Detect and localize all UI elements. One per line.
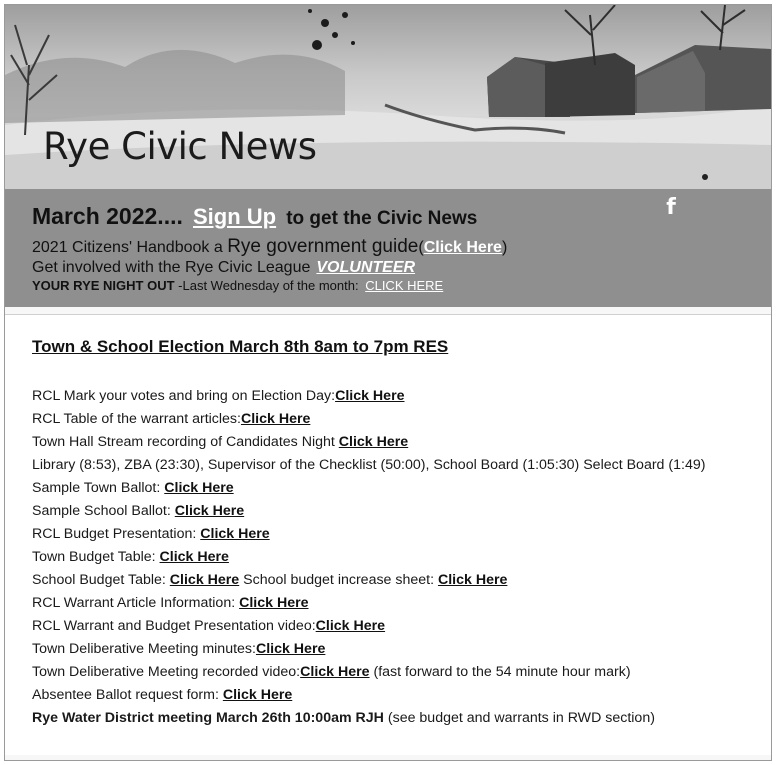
facebook-icon[interactable]: f [666, 195, 676, 220]
signup-tail: to get the Civic News [286, 208, 478, 229]
header-photo [5, 5, 771, 189]
election-link-list [32, 385, 732, 730]
signup-line [32, 203, 477, 230]
issue-date: March 2022.... [32, 203, 183, 229]
click-here-link[interactable]: Click Here [315, 618, 386, 634]
click-here-link[interactable]: Click Here [169, 572, 240, 588]
list-item: Rye Water District meeting March 26th 10:00am RJH (see budget and warrants in RWD section) [32, 710, 655, 726]
click-here-link[interactable]: Click Here [239, 595, 309, 611]
list-item: RCL Warrant and Budget Presentation video:Click Here [32, 618, 386, 634]
newsletter-frame [4, 4, 772, 761]
list-item: RCL Mark your votes and bring on Election Day:Click Here [32, 388, 405, 404]
newsletter-title: Rye Civic News [43, 125, 317, 168]
list-item: Town Deliberative Meeting minutes:Click Here [32, 641, 326, 657]
list-item: RCL Budget Presentation: Click Here [32, 526, 270, 542]
handbook-text: 2021 Citizens' Handbook a [32, 239, 223, 256]
handbook-link[interactable]: Click Here [423, 239, 502, 256]
click-here-link[interactable]: Click Here [335, 388, 405, 404]
click-here-link[interactable]: Click Here [300, 664, 370, 680]
night-out-line [32, 278, 443, 293]
list-item: Town Hall Stream recording of Candidates Night Click Here [32, 434, 409, 450]
handbook-line [32, 236, 507, 258]
list-item: Sample School Ballot: Click Here [32, 503, 245, 519]
click-here-link[interactable]: Click Here [200, 526, 270, 542]
list-item: School Budget Table: Click Here School budget increase sheet: Click Here [32, 572, 508, 588]
signup-link[interactable]: Sign Up [192, 204, 277, 229]
click-here-link[interactable]: Click Here [222, 687, 293, 703]
list-item: RCL Warrant Article Information: Click Here [32, 595, 309, 611]
click-here-link[interactable]: Click Here [437, 572, 508, 588]
volunteer-line [32, 259, 415, 277]
list-item: Library (8:53), ZBA (23:30), Supervisor of the Checklist (50:00), School Board (1:05:30) Select Board (1:49) [32, 457, 706, 473]
section-heading: Town & School Election March 8th 8am to 7pm RES [32, 337, 449, 356]
night-out-label: YOUR RYE NIGHT OUT [32, 278, 175, 293]
involved-text: Get involved with the Rye Civic League [32, 259, 311, 276]
handbook-open: ( [418, 239, 424, 256]
click-here-link[interactable]: Click Here [159, 549, 229, 565]
click-here-link[interactable]: Click Here [164, 480, 234, 496]
click-here-link[interactable]: Click Here [174, 503, 245, 519]
list-item: Town Deliberative Meeting recorded video:Click Here (fast forward to the 54 minute hour mark) [32, 664, 631, 680]
volunteer-link[interactable]: VOLUNTEER [316, 259, 416, 276]
list-item: Sample Town Ballot: Click Here [32, 480, 234, 496]
handbook-guide: Rye government guide [227, 236, 419, 257]
list-item: Town Budget Table: Click Here [32, 549, 229, 565]
click-here-link[interactable]: Click Here [255, 641, 326, 657]
announcement-banner [5, 189, 771, 307]
click-here-link[interactable]: Click Here [240, 411, 311, 427]
list-item: RCL Table of the warrant articles:Click Here [32, 411, 311, 427]
election-info-card [5, 314, 771, 755]
night-out-link[interactable]: CLICK HERE [365, 278, 444, 293]
handbook-close: ) [501, 239, 508, 256]
click-here-link[interactable]: Click Here [338, 434, 409, 450]
night-out-text: -Last Wednesday of the month: [178, 278, 359, 293]
list-item: Absentee Ballot request form: Click Here [32, 687, 293, 703]
